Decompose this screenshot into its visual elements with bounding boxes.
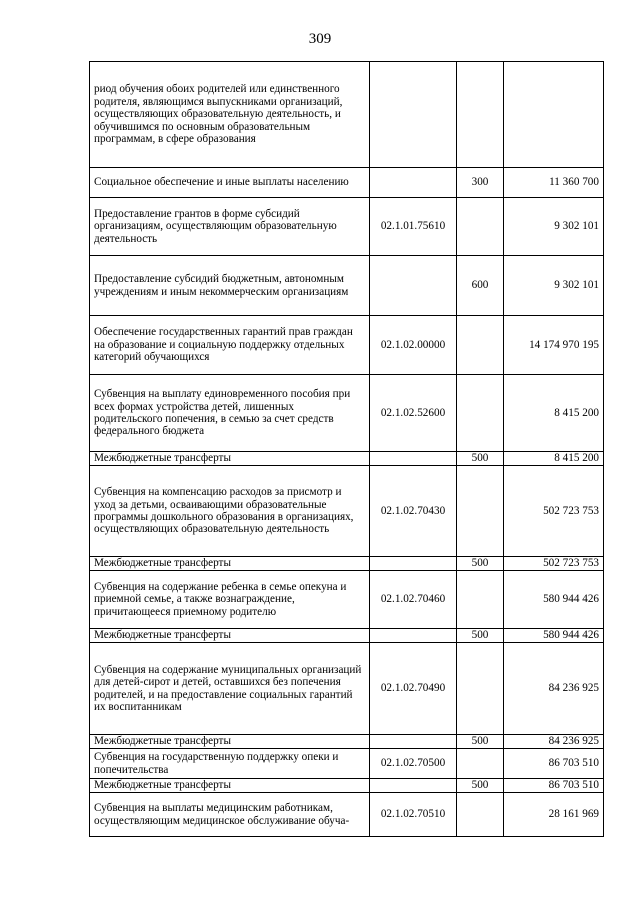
row-name: Межбюджетные трансферты: [94, 452, 231, 465]
page-number: 309: [308, 31, 332, 47]
row-sum-cell: 580 944 426: [504, 629, 604, 643]
row-type-cell: [457, 793, 504, 837]
table-row: [90, 168, 604, 198]
row-type-cell: [457, 316, 504, 375]
row-sum-cell: 11 360 700: [504, 168, 604, 198]
row-sum-cell: 14 174 970 195: [504, 316, 604, 375]
row-sum-cell: 86 703 510: [504, 749, 604, 779]
row-sum-cell: 8 415 200: [504, 452, 604, 466]
row-type-cell: [457, 466, 504, 557]
row-name-cell: [90, 466, 370, 557]
row-code-cell: [370, 62, 457, 168]
row-code-cell: 02.1.02.70430: [370, 466, 457, 557]
row-code-cell: 02.1.02.00000: [370, 316, 457, 375]
row-name-cell: [90, 749, 370, 779]
row-type-cell: 500: [457, 779, 504, 793]
table-row: [90, 629, 604, 643]
row-name-cell: [90, 735, 370, 749]
table-row: [90, 735, 604, 749]
table-row: [90, 779, 604, 793]
row-sum-cell: 84 236 925: [504, 643, 604, 735]
row-name: Субвенция на государственную поддержку опеки и попечительства: [94, 751, 339, 776]
row-name-cell: [90, 256, 370, 316]
table-row: [90, 749, 604, 779]
row-code-cell: [370, 256, 457, 316]
row-type-cell: [457, 643, 504, 735]
row-name: Межбюджетные трансферты: [94, 779, 231, 792]
row-sum-cell: 580 944 426: [504, 571, 604, 629]
row-name-cell: [90, 168, 370, 198]
row-code-cell: 02.1.02.70460: [370, 571, 457, 629]
table-row: [90, 198, 604, 256]
table-row: [90, 557, 604, 571]
row-name: Субвенция на компенсацию расходов за присмотр и уход за детьми, осваивающими образовательные программы дошкольного образования в организациях, осуществляющих образовательную деятельность: [94, 486, 354, 536]
row-sum-cell: 502 723 753: [504, 466, 604, 557]
row-name-cell: [90, 793, 370, 837]
row-type-cell: [457, 749, 504, 779]
row-code-cell: [370, 557, 457, 571]
row-code-cell: [370, 735, 457, 749]
row-code-cell: 02.1.02.70510: [370, 793, 457, 837]
table-row: [90, 643, 604, 735]
table-row: [90, 793, 604, 837]
row-sum-cell: 9 302 101: [504, 256, 604, 316]
row-code-cell: 02.1.02.70490: [370, 643, 457, 735]
row-name: Предоставление грантов в форме субсидий организациям, осуществляющим образовательную деятельность: [94, 207, 337, 245]
row-name-cell: [90, 452, 370, 466]
row-sum-cell: 8 415 200: [504, 375, 604, 452]
row-code-cell: [370, 168, 457, 198]
table-row: [90, 452, 604, 466]
row-type-cell: 500: [457, 629, 504, 643]
row-type-cell: 500: [457, 735, 504, 749]
row-type-cell: [457, 62, 504, 168]
row-name-cell: [90, 643, 370, 735]
row-type-cell: [457, 375, 504, 452]
row-name-cell: [90, 316, 370, 375]
row-sum-cell: 84 236 925: [504, 735, 604, 749]
row-sum-cell: 86 703 510: [504, 779, 604, 793]
row-type-cell: 300: [457, 168, 504, 198]
table-row: [90, 375, 604, 452]
row-code-cell: [370, 452, 457, 466]
row-sum-cell: 502 723 753: [504, 557, 604, 571]
row-name-cell: [90, 198, 370, 256]
row-name: Межбюджетные трансферты: [94, 629, 231, 642]
row-name: Межбюджетные трансферты: [94, 557, 231, 570]
row-code-cell: 02.1.02.70500: [370, 749, 457, 779]
row-name-cell: [90, 571, 370, 629]
table-row: [90, 571, 604, 629]
table-row: [90, 316, 604, 375]
row-name: Обеспечение государственных гарантий прав граждан на образование и социальную поддержку отдельных категорий обучающихся: [94, 326, 353, 364]
row-sum-cell: 9 302 101: [504, 198, 604, 256]
row-name: Субвенция на выплату единовременного пособия при всех формах устройства детей, лишенных родительского попечения, в семью за счет средств федерального бюджета: [94, 388, 351, 438]
row-type-cell: 500: [457, 452, 504, 466]
row-name-cell: [90, 629, 370, 643]
row-name: Субвенция на выплаты медицинским работникам, осуществляющим медицинское обслуживание обуча-: [94, 802, 350, 827]
row-code-cell: 02.1.01.75610: [370, 198, 457, 256]
row-name-cell: [90, 557, 370, 571]
row-code-cell: [370, 629, 457, 643]
row-type-cell: 600: [457, 256, 504, 316]
row-name: Субвенция на содержание муниципальных организаций для детей-сирот и детей, оставшихся без попечения родителей, и на предоставление социальных гарантий их воспитанникам: [94, 663, 362, 713]
table-row: [90, 466, 604, 557]
row-name-cell: [90, 779, 370, 793]
row-type-cell: 500: [457, 557, 504, 571]
row-code-cell: [370, 779, 457, 793]
row-type-cell: [457, 198, 504, 256]
row-type-cell: [457, 571, 504, 629]
row-name-cell: [90, 375, 370, 452]
row-name: риод обучения обоих родителей или единственного родителя, являющимся выпускниками организаций, осуществляющих образовательную деятельность, и обучившимся по основным образовательным программам, в сфере образования: [94, 83, 343, 146]
row-name: Межбюджетные трансферты: [94, 735, 231, 748]
table-row: [90, 62, 604, 168]
row-sum-cell: 28 161 969: [504, 793, 604, 837]
budget-table: [89, 61, 604, 837]
row-name: Социальное обеспечение и иные выплаты населению: [94, 176, 349, 189]
budget-table-body: [90, 62, 604, 837]
row-name: Предоставление субсидий бюджетным, автономным учреждениям и иным некоммерческим организациям: [94, 273, 349, 298]
row-code-cell: 02.1.02.52600: [370, 375, 457, 452]
row-sum-cell: [504, 62, 604, 168]
row-name: Субвенция на содержание ребенка в семье опекуна и приемной семье, а также вознаграждение, причитающееся приемному родителю: [94, 580, 347, 618]
row-name-cell: [90, 62, 370, 168]
table-row: [90, 256, 604, 316]
